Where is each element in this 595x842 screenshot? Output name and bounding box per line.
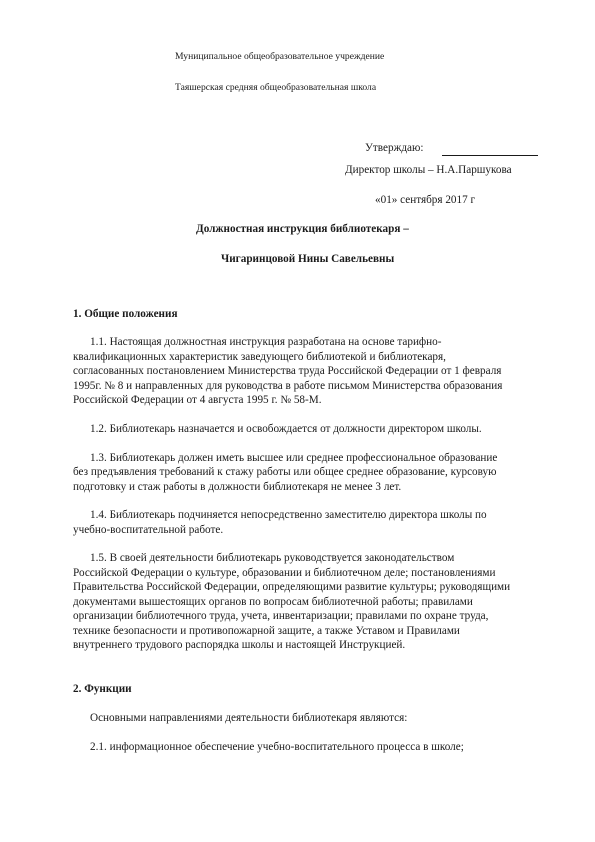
para-1-5-line3: Правительства Российской Федерации, определяющими развитие культуры; руководящими: [73, 581, 511, 593]
para-1-5-line7: внутреннего трудового распорядка школы и настоящей Инструкцией.: [73, 639, 406, 651]
para-1-3-line1: 1.3. Библиотекарь должен иметь высшее или среднее профессиональное образование: [90, 452, 498, 464]
para-1-1-line3: согласованных постановлением Министерства труда Российской Федерации от 1 февраля: [73, 365, 502, 377]
para-1-4-line2: учебно-воспитательной работе.: [73, 524, 224, 536]
section2-heading: 2. Функции: [73, 683, 132, 695]
approval-label: Утверждаю:: [365, 142, 424, 154]
para-1-4-line1: 1.4. Библиотекарь подчиняется непосредственно заместителю директора школы по: [90, 509, 487, 521]
para-1-5-line6: технике безопасности и противопожарной защите, а также Уставом и Правилами: [73, 625, 460, 637]
para-1-1-line1: 1.1. Настоящая должностная инструкция разработана на основе тарифно-: [90, 336, 442, 348]
signature-line: [442, 155, 538, 156]
para-1-5-line1: 1.5. В своей деятельности библиотекарь руководствуется законодательством: [90, 552, 455, 564]
para-1-1-line2: квалификационных характеристик заведующего библиотекой и библиотекаря,: [73, 351, 446, 363]
para-1-3-line2: без предъявления требований к стажу работы или общее среднее образование, курсовую: [73, 466, 497, 478]
para-1-3-line3: подготовку и стаж работы в должности библиотекаря не менее 3 лет.: [73, 481, 402, 493]
para-1-5-line2: Российской Федерации о культуре, образовании и библиотечном деле; постановлениями: [73, 567, 496, 579]
approval-date: «01» сентября 2017 г: [375, 194, 476, 206]
para-1-1-line4: 1995г. № 8 и направленных для руководства в работе письмом Министерства образования: [73, 380, 503, 392]
org-name-line1: Муниципальное общеобразовательное учреждение: [175, 51, 385, 62]
section1-heading: 1. Общие положения: [73, 308, 178, 320]
para-1-5-line4: документами вышестоящих органов по вопросам библиотечной работы; правилами: [73, 596, 473, 608]
para-1-2-line1: 1.2. Библиотекарь назначается и освобождается от должности директором школы.: [90, 423, 482, 435]
org-name-line2: Таяшерская средняя общеобразовательная школа: [175, 82, 377, 93]
para-1-1-line5: Российской Федерации от 4 августа 1995 г. № 58-М.: [73, 394, 322, 406]
section2-item-2-1: 2.1. информационное обеспечение учебно-воспитательного процесса в школе;: [90, 741, 464, 753]
document-title-line2: Чигаринцовой Нины Савельевны: [221, 253, 395, 265]
para-1-5-line5: организации библиотечного труда, учета, инвентаризации; правилами по охране труда,: [73, 610, 489, 622]
document-title-line1: Должностная инструкция библиотекаря –: [196, 223, 409, 235]
approval-position: Директор школы – Н.А.Паршукова: [345, 164, 512, 176]
section2-intro: Основными направлениями деятельности библиотекаря являются:: [90, 712, 408, 724]
